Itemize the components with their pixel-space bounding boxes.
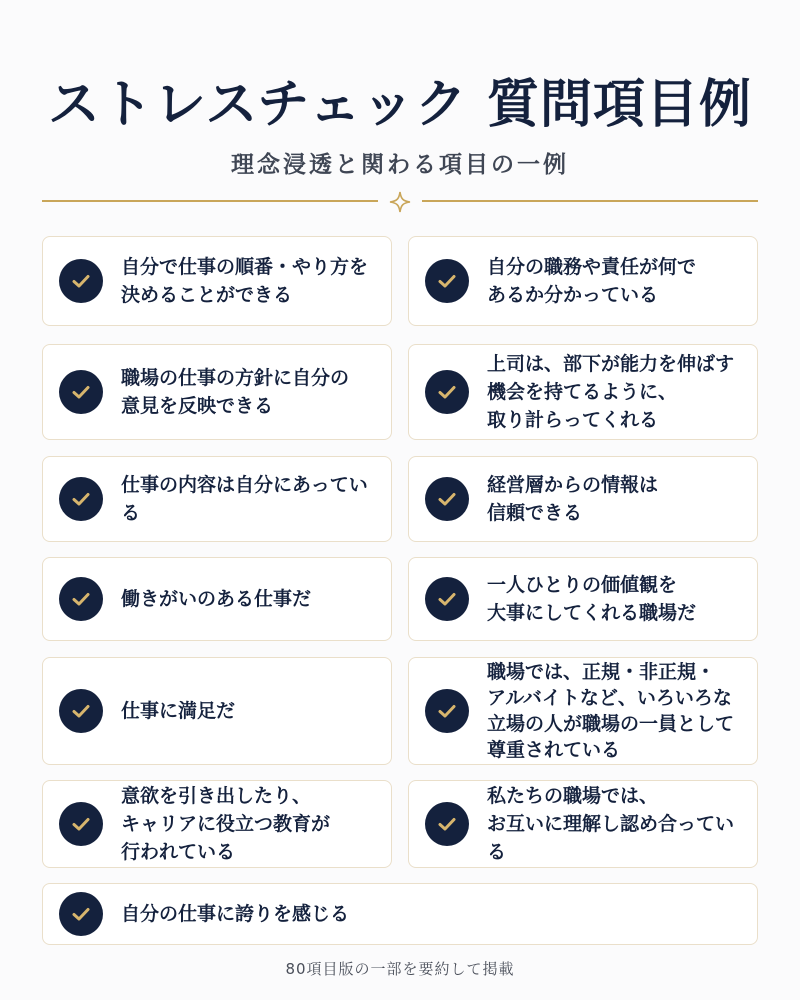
check-circle-icon <box>59 577 103 621</box>
checklist-card <box>408 236 758 326</box>
check-circle-icon <box>425 370 469 414</box>
checklist-card <box>42 557 392 641</box>
footer-note: 80項目版の一部を要約して掲載 <box>285 960 515 978</box>
checklist-card <box>408 344 758 440</box>
checklist-item-text: 上司は、部下が能力を伸ばす 機会を持てるように、 取り計らってくれる <box>487 353 735 431</box>
checklist-card <box>42 236 392 326</box>
checklist-card <box>42 344 392 440</box>
checklist-item-text: 経営層からの情報は 信頼できる <box>487 474 659 524</box>
checklist-item-text: 職場では、正規・非正規・ アルバイトなど、いろいろな 立場の人が職場の一員として 尊重されている <box>487 661 735 761</box>
checklist-item-text: 仕事の内容は自分にあっている <box>121 474 368 524</box>
page-title: ストレスチェック 質問項目例 <box>48 75 752 135</box>
check-circle-icon <box>59 892 103 936</box>
check-circle-icon <box>59 689 103 733</box>
check-circle-icon <box>425 802 469 846</box>
checklist-card-wide <box>42 883 758 945</box>
check-circle-icon <box>59 370 103 414</box>
checklist-card <box>408 557 758 641</box>
check-circle-icon <box>59 477 103 521</box>
check-circle-icon <box>59 259 103 303</box>
check-circle-icon <box>59 802 103 846</box>
checklist-item-text: 意欲を引き出したり、 キャリアに役立つ教育が 行われている <box>121 785 331 863</box>
check-circle-icon <box>425 259 469 303</box>
checklist-card <box>42 456 392 542</box>
checklist-item-text: 一人ひとりの価値観を 大事にしてくれる職場だ <box>487 574 697 624</box>
checklist-item-text: 私たちの職場では、 お互いに理解し認め合っている <box>487 785 735 863</box>
checklist-item-text: 仕事に満足だ <box>121 700 236 722</box>
divider-right <box>422 200 758 202</box>
checklist-item-text: 職場の仕事の方針に自分の 意見を反映できる <box>121 367 350 417</box>
page-subtitle: 理念浸透と関わる項目の一例 <box>231 152 569 178</box>
checklist-card <box>42 657 392 765</box>
checklist-card <box>408 780 758 868</box>
check-circle-icon <box>425 577 469 621</box>
checklist-card <box>408 456 758 542</box>
diamond-sparkle-icon <box>388 190 412 214</box>
check-circle-icon <box>425 477 469 521</box>
checklist-item-text: 働きがいのある仕事だ <box>121 588 312 610</box>
checklist-card <box>42 780 392 868</box>
checklist-item-text: 自分で仕事の順番・やり方を 決めることができる <box>121 256 369 306</box>
checklist-card <box>408 657 758 765</box>
checklist-item-text: 自分の職務や責任が何で あるか分かっている <box>487 256 697 306</box>
check-circle-icon <box>425 689 469 733</box>
divider-left <box>42 200 378 202</box>
checklist-item-text: 自分の仕事に誇りを感じる <box>121 903 350 925</box>
